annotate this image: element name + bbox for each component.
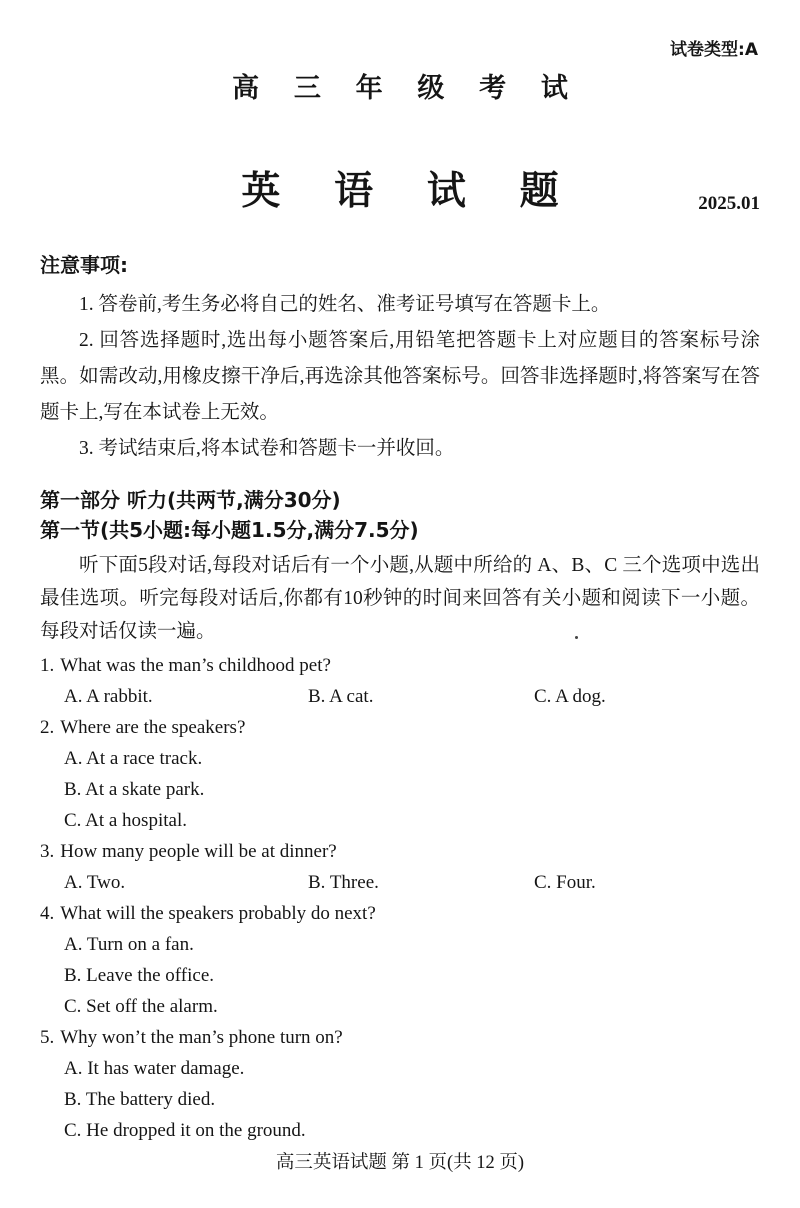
part1-heading: 第一部分 听力(共两节,满分30分) [40,488,341,512]
question-2-prompt [40,712,760,743]
question-1-options [40,681,760,712]
question-2 [40,712,760,836]
question-1 [40,650,760,712]
question-2-option-b: B. At a skate park. [64,779,205,800]
question-3-option-c: C. Four. [534,872,596,893]
question-2-text: Where are the speakers? [60,717,246,738]
question-4-option-c: C. Set off the alarm. [64,996,218,1017]
question-1-option-c: C. A dog. [534,686,606,707]
question-3 [40,836,760,898]
note-item-2: 2. 回答选择题时,选出每小题答案后,用铅笔把答题卡上对应题目的答案标号涂黑。如需改动,用橡皮擦干净后,再选涂其他答案标号。回答非选择题时,将答案写在答题卡上,写在本试卷上无效。 [40,330,760,423]
question-5 [40,1022,760,1146]
note-item-3: 3. 考试结束后,将本试卷和答题卡一并收回。 [79,438,455,459]
question-5-prompt [40,1022,760,1053]
question-5-number: 5. [40,1027,55,1048]
scan-artifact-dot [575,636,578,639]
question-2-number: 2. [40,717,55,738]
question-3-number: 3. [40,841,55,862]
paper-type-label: 试卷类型:A [670,40,758,60]
question-3-prompt [40,836,760,867]
question-5-option-b: B. The battery died. [64,1089,216,1110]
listening-instructions: 听下面5段对话,每段对话后有一个小题,从题中所给的 A、B、C 三个选项中选出最佳选项。听完每段对话后,你都有10秒钟的时间来回答有关小题和阅读下一小题。每段对话仅读一遍。 [40,555,760,642]
question-5-option-c: C. He dropped it on the ground. [64,1120,306,1141]
question-4-text: What will the speakers probably do next? [60,903,376,924]
section1-heading: 第一节(共5小题:每小题1.5分,满分7.5分) [40,518,419,542]
question-2-option-c: C. At a hospital. [64,810,187,831]
question-3-option-a: A. Two. [64,872,126,893]
question-1-option-a: A. A rabbit. [64,686,153,707]
question-1-text: What was the man’s childhood pet? [60,655,331,676]
subject-title-row [40,167,760,217]
question-1-option-b: B. A cat. [308,686,374,707]
question-4-option-a: A. Turn on a fan. [64,934,194,955]
question-3-options [40,867,760,898]
question-4 [40,898,760,1022]
question-3-option-b: B. Three. [308,872,379,893]
question-1-prompt [40,650,760,681]
note-item-1: 1. 答卷前,考生务必将自己的姓名、准考证号填写在答题卡上。 [79,294,611,315]
exam-date: 2025.01 [698,193,760,214]
question-3-text: How many people will be at dinner? [60,841,337,862]
subject-title: 英 语 试 题 [241,170,581,213]
question-4-number: 4. [40,903,55,924]
notes-heading: 注意事项: [40,253,128,277]
page-footer: 高三英语试题 第 1 页(共 12 页) [275,1153,525,1173]
question-5-option-a: A. It has water damage. [64,1058,245,1079]
question-4-option-b: B. Leave the office. [64,965,214,986]
question-5-text: Why won’t the man’s phone turn on? [60,1027,343,1048]
question-4-prompt [40,898,760,929]
exam-title: 高 三 年 级 考 试 [232,73,582,103]
question-1-number: 1. [40,655,55,676]
question-list [40,650,760,1146]
question-2-option-a: A. At a race track. [64,748,203,769]
